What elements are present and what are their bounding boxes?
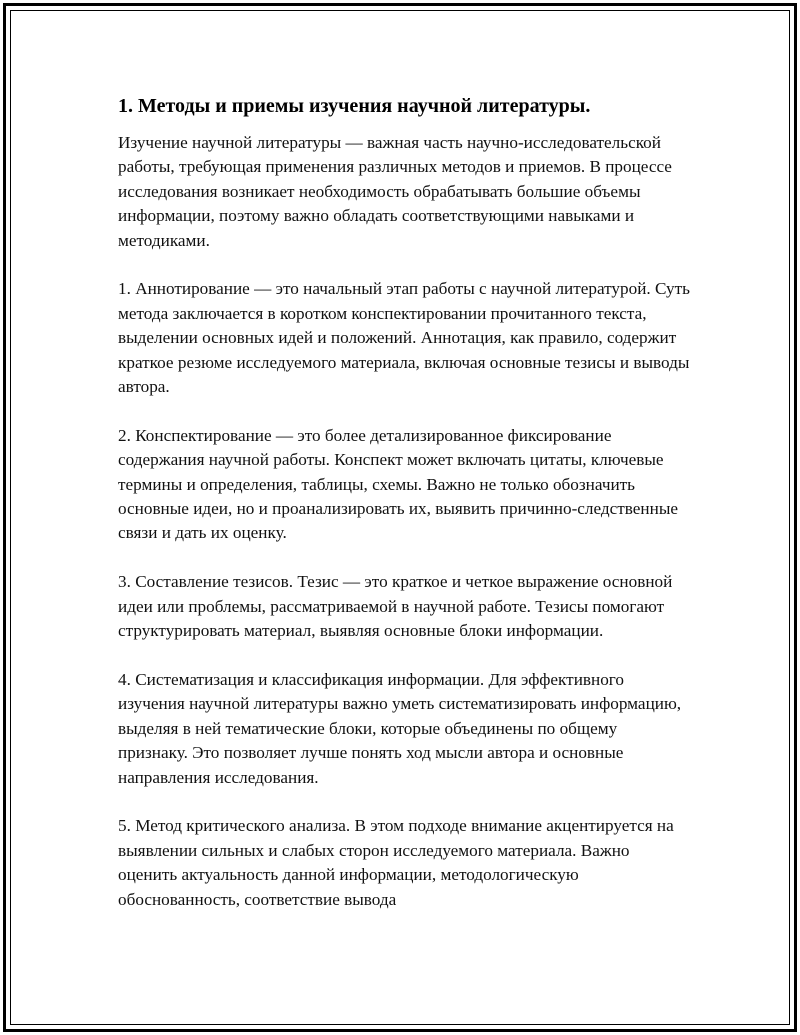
paragraph-critical-analysis: 5. Метод критического анализа. В этом подходе внимание акцентируется на выявлении сильных и слабых сторон исследуемого материала. Важно оценить актуальность данной информации, методологическую обоснованность, соответствие вывода (118, 816, 674, 909)
document-title: 1. Методы и приемы изучения научной литературы. (118, 95, 591, 117)
paragraph-systematization: 4. Систематизация и классификация информации. Для эффективного изучения научной литературы важно уметь систематизировать информацию, выделяя в ней тематические блоки, которые объединены по общему признаку. Это позволяет лучше понять ход мысли автора и основные направления исследования. (118, 669, 682, 787)
document-body (118, 93, 690, 936)
paragraph-annotation: 1. Аннотирование — это начальный этап работы с научной литературой. Суть метода заключается в коротком конспектировании прочитанного текста, выделении основных идей и положений. Аннотация, как правило, содержит краткое резюме исследуемого материала, включая основные тезисы и выводы автора. (118, 279, 690, 397)
paragraph-note-taking: 2. Конспектирование — это более детализированное фиксирование содержания научной работы. Конспект может включать цитаты, ключевые термины и определения, таблицы, схемы. Важно не только обозначить основные идеи, но и проанализировать их, выявить причинно-следственные связи и дать их оценку. (118, 425, 679, 543)
intro-paragraph: Изучение научной литературы — важная часть научно-исследовательской работы, требующая применения различных методов и приемов. В процессе исследования возникает необходимость обрабатывать большие объемы информации, поэтому важно обладать соответствующими навыками и методиками. (118, 133, 672, 250)
paragraph-theses: 3. Составление тезисов. Тезис — это краткое и четкое выражение основной идеи или проблемы, рассматриваемой в научной работе. Тезисы помогают структурировать материал, выявляя основные блоки информации. (118, 572, 673, 641)
